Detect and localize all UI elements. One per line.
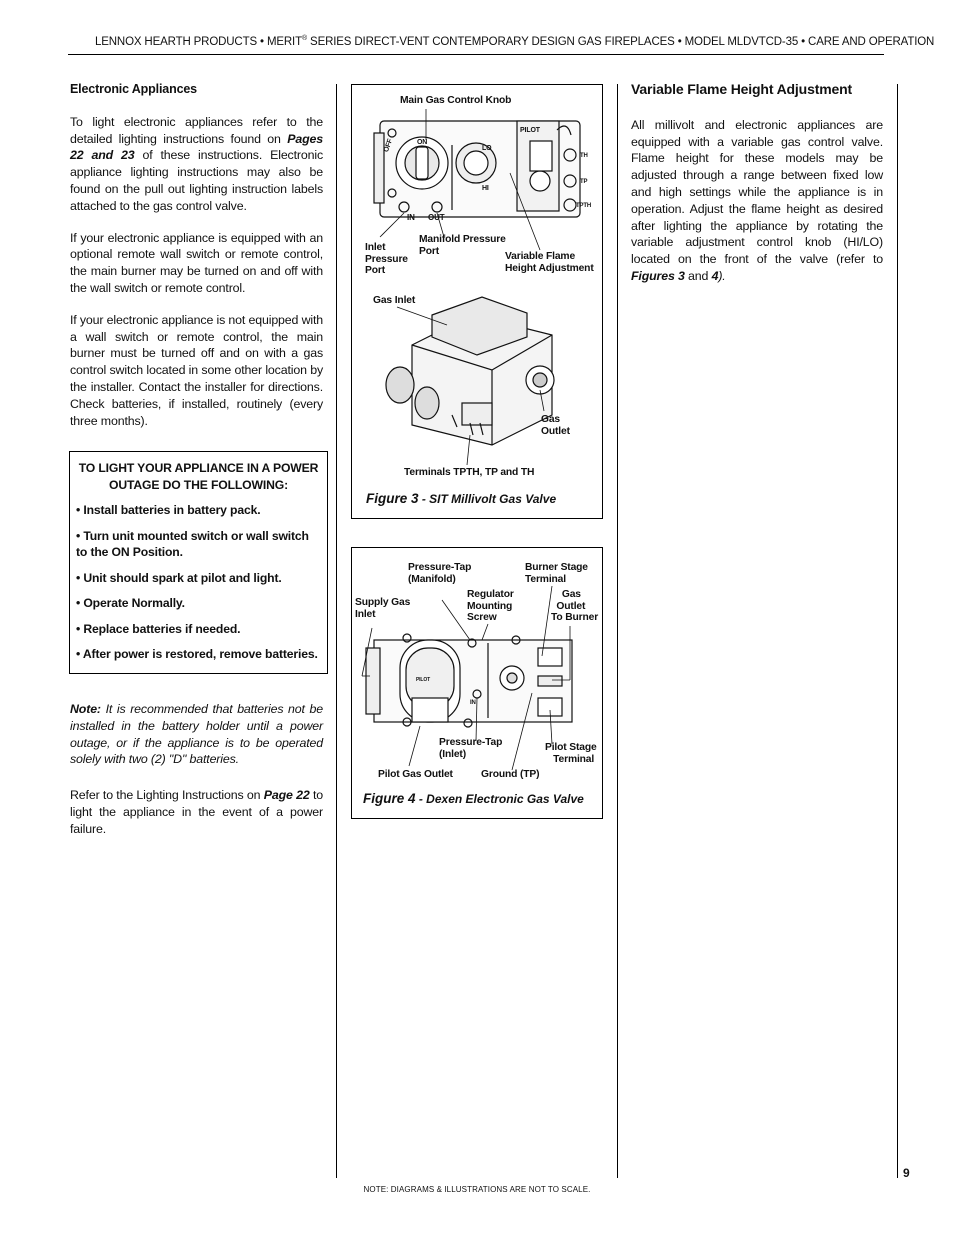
page-number: 9 xyxy=(903,1166,910,1180)
figures-3-reference: Figures 3 xyxy=(631,268,685,283)
electronic-appliances-heading: Electronic Appliances xyxy=(70,82,197,96)
ground-tp-label: Ground (TP) xyxy=(481,769,540,780)
pages-reference: Pages 22 and 23 xyxy=(70,131,323,163)
running-header xyxy=(95,35,935,48)
column-rule-right xyxy=(897,84,898,1178)
figure-4-caption: Figure 4 - Dexen Electronic Gas Valve xyxy=(363,791,584,806)
terminal-tp-mark: TP xyxy=(580,179,588,185)
scale-note: NOTE: DIAGRAMS & ILLUSTRATIONS ARE NOT TO SCALE. xyxy=(363,1185,591,1194)
page-reference: Page 22 xyxy=(263,788,310,803)
power-outage-item: • Turn unit mounted switch or wall switch to the ON Position. xyxy=(76,528,309,559)
regulator-mounting-screw-label: Regulator Mounting Screw xyxy=(467,589,514,623)
column-rule-middle xyxy=(617,84,618,1178)
paragraph-lighting: To light electronic appliances refer to the detailed lighting instructions found on Pages 22 and 23 of these instructions. Electronic appliance lighting instructions may also be found on the pull out lighting instruction labels attached to the gas control valve. xyxy=(70,114,323,213)
in-mark: IN xyxy=(407,213,415,222)
power-outage-item: • Install batteries in battery pack. xyxy=(76,503,261,517)
power-outage-item: • Replace batteries if needed. xyxy=(76,621,241,636)
right-column xyxy=(631,81,883,300)
paragraph-no-remote: If your electronic appliance is not equipped with a wall switch or remote control, the main burner must be turned off and on with a gas control switch located in some other location by the installer. Contact the installer for directions. Check batteries, if installed, routinely (every three months). xyxy=(70,312,324,428)
pilot-stage-terminal-label: Pilot Stage Terminal xyxy=(545,742,597,765)
variable-flame-heading: Variable Flame Height Adjustment xyxy=(631,81,853,97)
paragraph-variable-flame: All millivolt and electronic appliances are equipped with a variable gas control valve. Flame height for these models may be adjusted through a range between fixed low and high settings while the appliance is in operation. Adjust the flame height as desired after lighting the appliance by rotating the variable adjustment control knob (HI/LO) located on the front of the valve (refer to Figures 3 and 4). xyxy=(631,117,883,283)
note-label: Note: xyxy=(70,702,101,716)
main-gas-control-knob-label: Main Gas Control Knob xyxy=(400,95,512,106)
figure-4-frame xyxy=(351,547,603,819)
power-outage-title: TO LIGHT YOUR APPLIANCE IN A POWER OUTAGE DO THE FOLLOWING: xyxy=(78,461,319,492)
burner-stage-terminal-label: Burner Stage Terminal xyxy=(525,562,588,585)
terminal-th-mark: TH xyxy=(580,153,588,159)
column-rule-left xyxy=(336,84,337,1178)
valve-hi-mark: HI xyxy=(482,185,489,192)
valve-pilot-mark: PILOT xyxy=(416,677,430,683)
figure-4-reference: 4 xyxy=(711,268,719,283)
valve-pilot-mark: PILOT xyxy=(520,127,540,134)
power-outage-item: • Unit should spark at pilot and light. xyxy=(76,570,282,585)
pilot-gas-outlet-label: Pilot Gas Outlet xyxy=(378,769,453,780)
manifold-pressure-port-label: Manifold Pressure Port xyxy=(419,234,506,257)
header-text: LENNOX HEARTH PRODUCTS • MERIT xyxy=(95,35,302,48)
paragraph-refer: Refer to the Lighting Instructions on Page 22 to light the appliance in the event of a power failure. xyxy=(70,788,323,836)
power-outage-item: • Operate Normally. xyxy=(76,596,185,610)
supply-gas-inlet-label: Supply Gas Inlet xyxy=(355,597,411,620)
valve-lo-mark: LO xyxy=(482,145,492,152)
figure-3-frame xyxy=(351,84,603,519)
pressure-tap-manifold-label: Pressure-Tap (Manifold) xyxy=(408,562,472,585)
power-outage-item: • After power is restored, remove batteries. xyxy=(76,647,318,661)
battery-note: Note: It is recommended that batteries not be installed in the battery holder until a power outage, or if the appliance is to be operated solely with two (2) "D" batteries. xyxy=(70,702,323,767)
figure-3-caption: Figure 3 - SIT Millivolt Gas Valve xyxy=(366,491,557,506)
valve-off-mark: OFF xyxy=(382,138,395,154)
power-outage-box xyxy=(69,451,328,674)
gas-inlet-label: Gas Inlet xyxy=(373,295,416,306)
registered-mark: ® xyxy=(301,35,307,42)
terminals-label: Terminals TPTH, TP and TH xyxy=(404,467,535,478)
gas-outlet-label: Gas Outlet xyxy=(541,414,570,437)
inlet-pressure-port-label: Inlet Pressure Port xyxy=(365,242,408,276)
left-column xyxy=(70,81,323,444)
header-rule xyxy=(68,54,884,55)
left-column-lower xyxy=(70,701,323,853)
pressure-tap-inlet-label: Pressure-Tap (Inlet) xyxy=(439,737,503,760)
valve-on-mark: ON xyxy=(417,139,428,146)
variable-flame-height-label: Variable Flame Height Adjustment xyxy=(505,251,594,274)
paragraph-remote: If your electronic appliance is equipped with an optional remote wall switch or remote control, the main burner may be turned on and off with the wall switch or remote control. xyxy=(70,230,323,295)
header-text-rest: SERIES DIRECT-VENT CONTEMPORARY DESIGN GAS FIREPLACES • MODEL MLDVTCD-35 • CARE AND OPERATION xyxy=(307,35,935,48)
valve-in-mark: IN xyxy=(470,700,476,706)
gas-outlet-to-burner-label: Gas Outlet To Burner xyxy=(551,589,599,623)
out-mark: OUT xyxy=(428,213,445,222)
terminal-tpth-mark: TPTH xyxy=(576,203,592,209)
